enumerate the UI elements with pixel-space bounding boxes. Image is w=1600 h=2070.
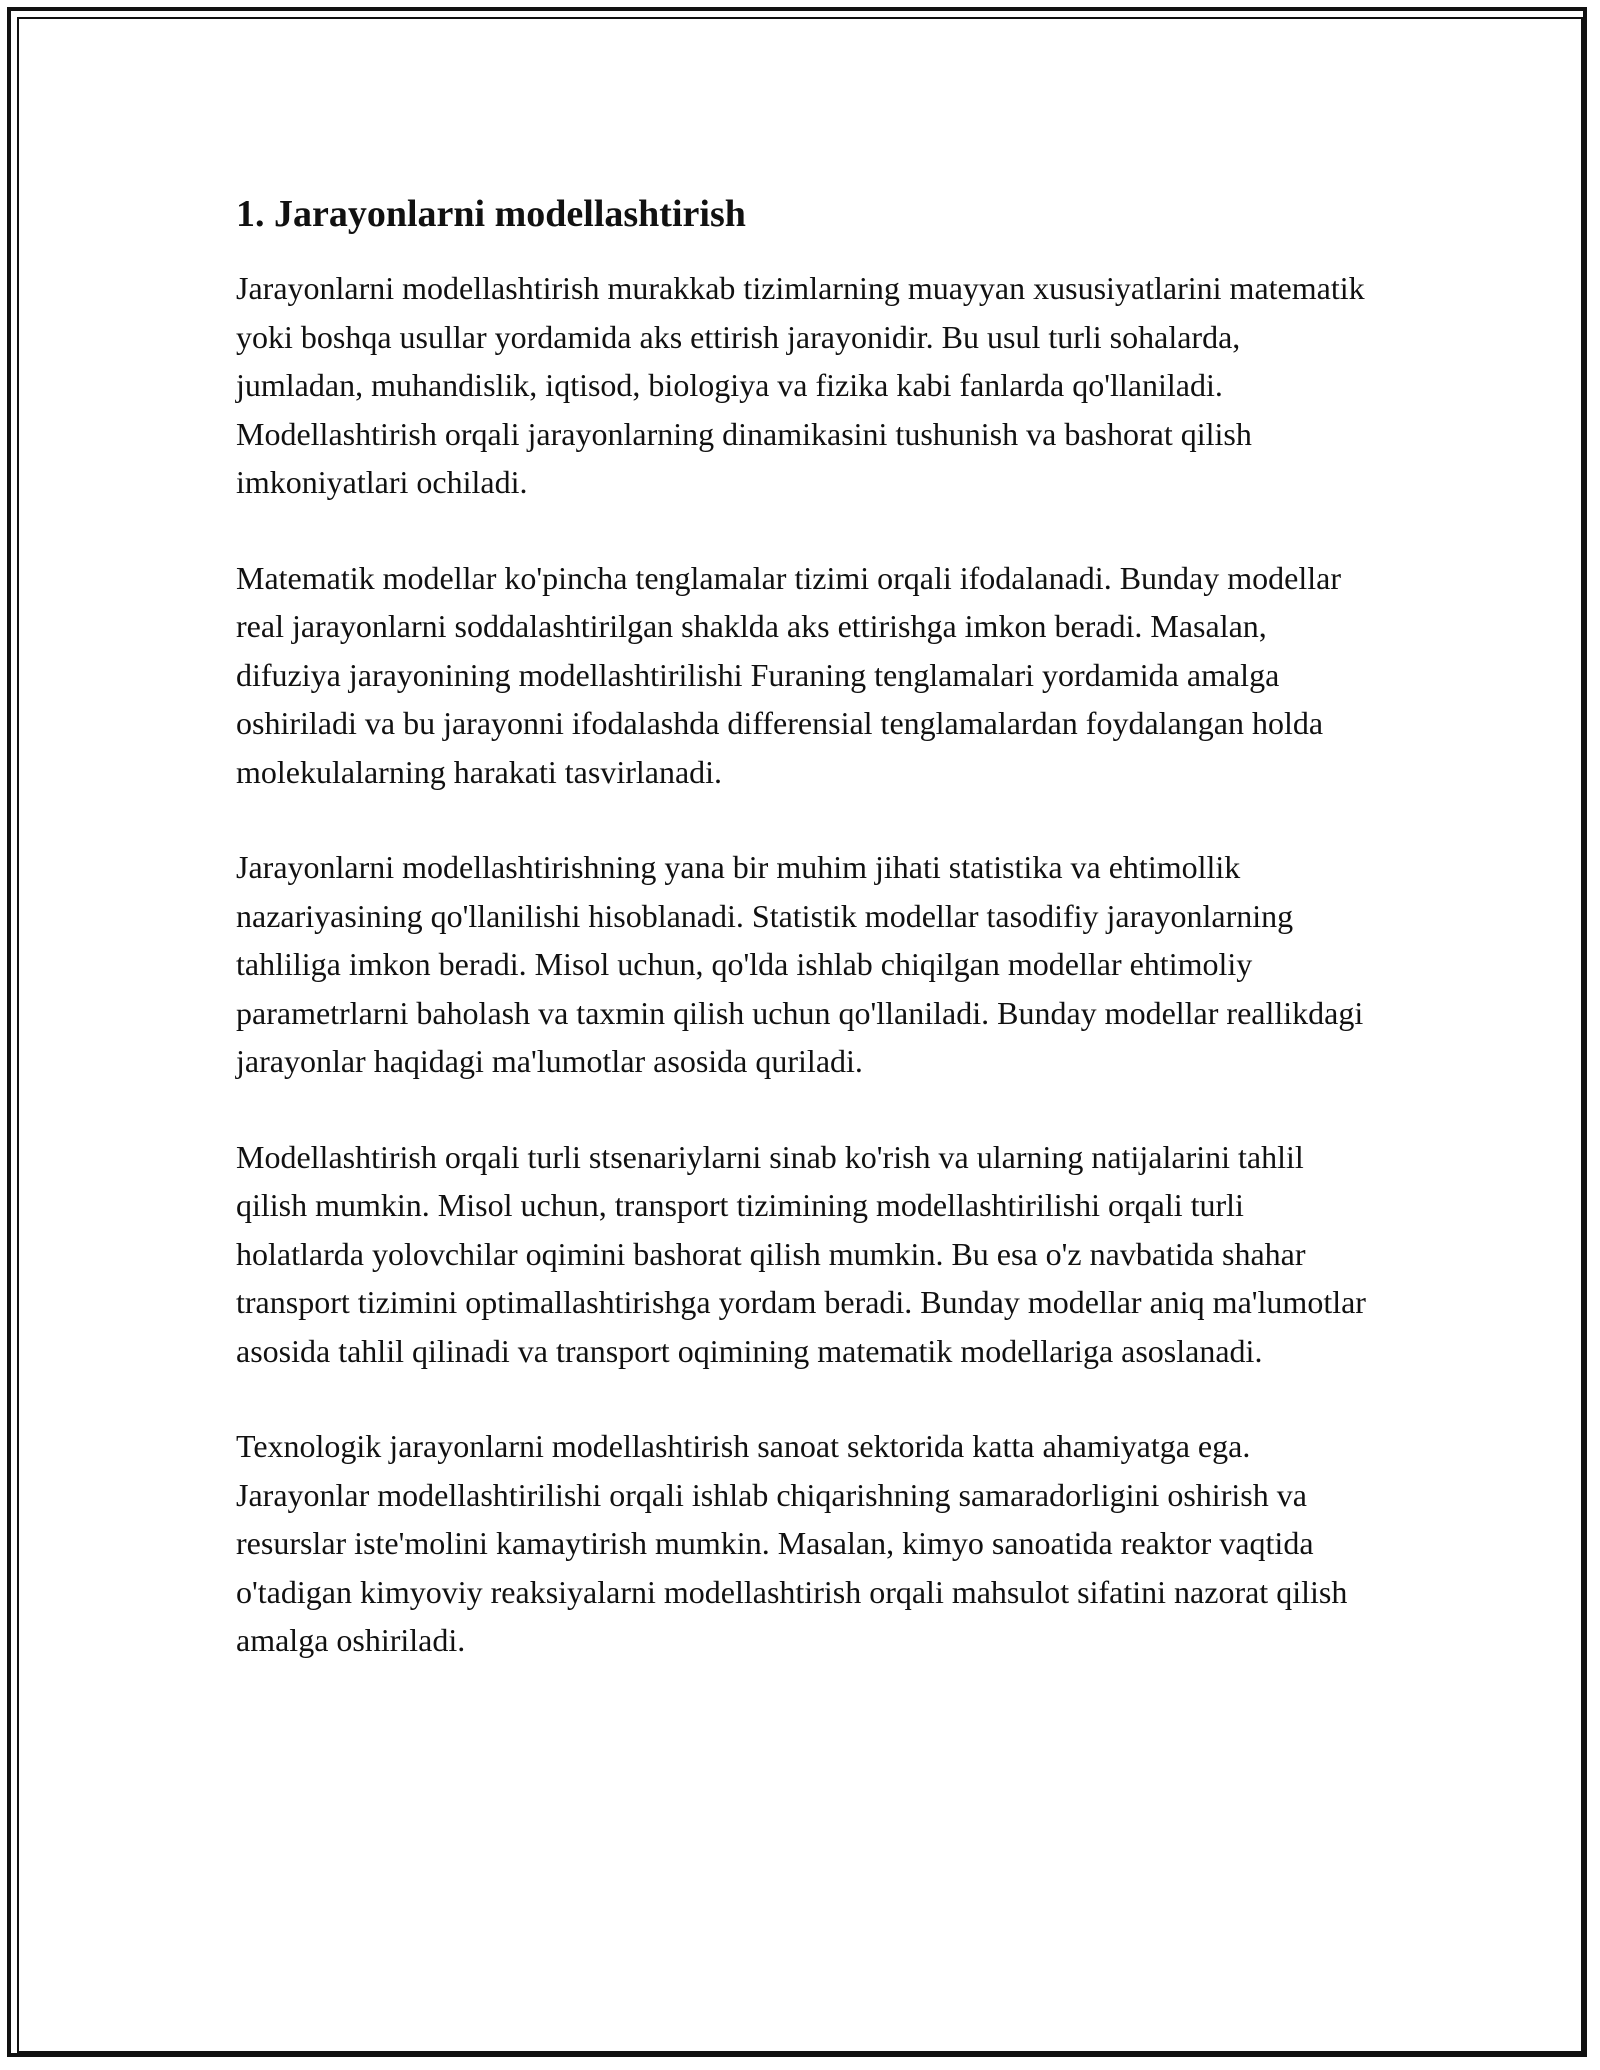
document-title: 1. Jarayonlarni modellashtirish <box>236 193 746 235</box>
paragraph-1: Jarayonlarni modellashtirish murakkab tizimlarning muayyan xususiyatlarini matematik yoki boshqa usullar yordamida aks ettirish jarayonidir. Bu usul turli sohalarda, jumladan, muhandislik, iqtisod, biologiya va fizika kabi fanlarda qo'llaniladi. Modellashtirish orqali jarayonlarning dinamikasini tushunish va bashorat qilish imkoniyatlari ochiladi. <box>236 270 1365 500</box>
paragraph-2: Matematik modellar ko'pincha tenglamalar tizimi orqali ifodalanadi. Bunday modellar real jarayonlarni soddalashtirilgan shaklda aks ettirishga imkon beradi. Masalan, difuziya jarayonining modellashtirilishi Furaning tenglamalari yordamida amalga oshiriladi va bu jarayonni ifodalashda differensial tenglamalardan foydalangan holda molekulalarning harakati tasvirlanadi. <box>236 559 1341 790</box>
document-body <box>236 186 1376 1712</box>
paragraph-3: Jarayonlarni modellashtirishning yana bir muhim jihati statistika va ehtimollik nazariyasining qo'llanilishi hisoblanadi. Statistik modellar tasodifiy jarayonlarning tahliliga imkon beradi. Misol uchun, qo'lda ishlab chiqilgan modellar ehtimoliy parametrlarni baholash va taxmin qilish uchun qo'llaniladi. Bunday modellar reallikdagi jarayonlar haqidagi ma'lumotlar asosida quriladi. <box>236 849 1364 1079</box>
paragraph-5: Texnologik jarayonlarni modellashtirish sanoat sektorida katta ahamiyatga ega. Jarayonlar modellashtirilishi orqali ishlab chiqarishning samaradorligini oshirish va resurslar iste'molini kamaytirish mumkin. Masalan, kimyo sanoatida reaktor vaqtida o'tadigan kimyoviy reaksiyalarni modellashtirish orqali mahsulot sifatini nazorat qilish amalga oshiriladi. <box>236 1428 1348 1658</box>
paragraph-4: Modellashtirish orqali turli stsenariylarni sinab ko'rish va ularning natijalarini tahlil qilish mumkin. Misol uchun, transport tizimining modellashtirilishi orqali turli holatlarda yolovchilar oqimini bashorat qilish mumkin. Bu esa o'z navbatida shahar transport tizimini optimallashtirishga yordam beradi. Bunday modellar aniq ma'lumotlar asosida tahlil qilinadi va transport oqimining matematik modellariga asoslanadi. <box>236 1138 1366 1369</box>
